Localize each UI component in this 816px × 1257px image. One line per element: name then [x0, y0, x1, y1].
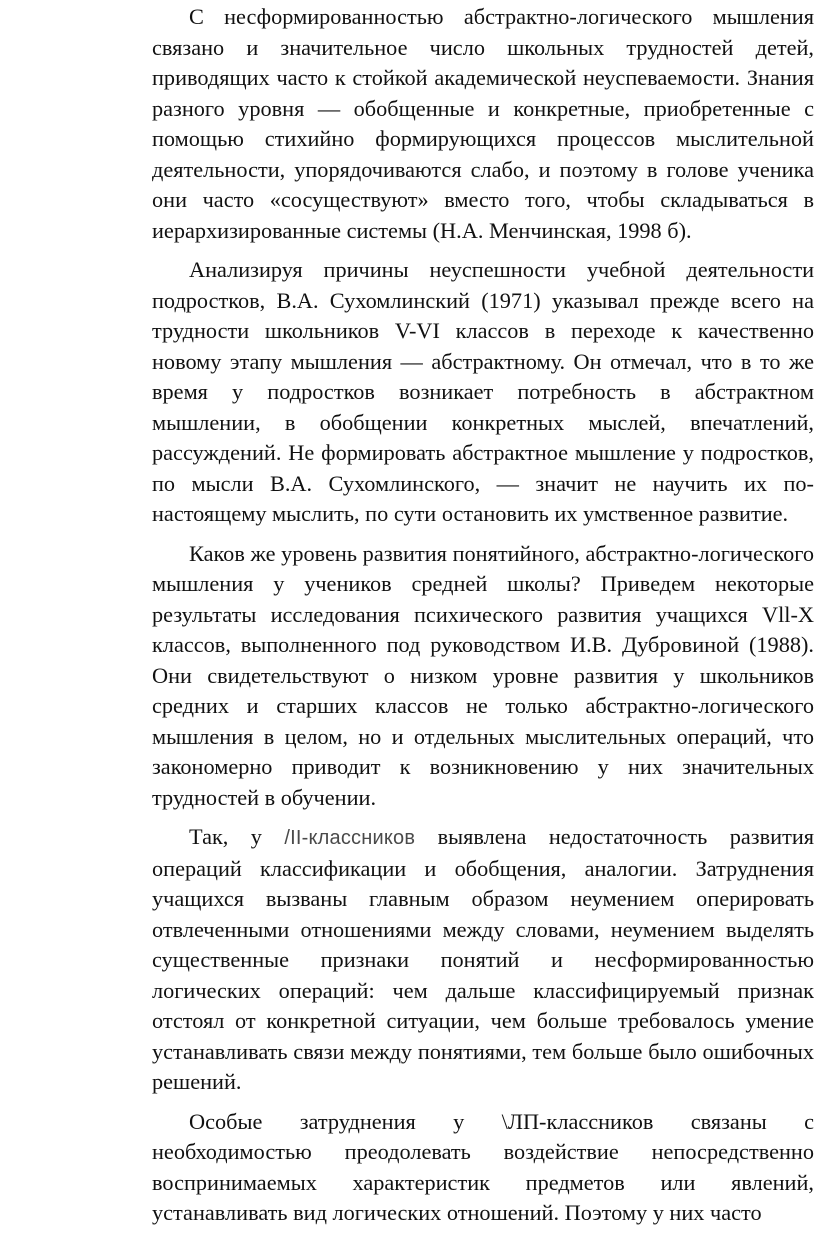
paragraph-2-text: Анализируя причины неуспешности учебной деятельности подростков, В.А. Сухомлинский (1971) указывал прежде всего на трудности школьников V-VI классов в переходе к качественно новому этапу мышления — абстрактному. Он отмечал, что в то же время у подростков возникает потребность в абстрактном мышлении, в обобщении конкретных мыслей, впечатлений, рассуждений. Не формировать абстрактное мышление у подростков, по мысли В.А. Сухомлинского, — значит не научить их по-настоящему мыслить, по сути остановить их умственное развитие. — [152, 257, 814, 526]
paragraph-3-text: Каков же уровень развития понятийного, абстрактно-логического мышления у учеников средней школы? Приведем некоторые результаты исследования психического развития учащихся Vll-X классов, выполненного под руководством И.В. Дубровиной (1988). Они свидетельствуют о низком уровне развития у школьников средних и старших классов не только абстрактно-логического мышления в целом, но и отдельных мыслительных операций, что закономерно приводит к возникновению у них значительных трудностей в обучении. — [152, 540, 814, 810]
paragraph-5 — [152, 1107, 814, 1229]
paragraph-5-text: Особые затруднения у \ЛП-классников связаны с необходимостью преодолевать воздействие непосредственно воспринимаемых характеристик предметов или явлений, устанавливать вид логических отношений. Поэтому у них часто — [152, 1108, 814, 1225]
document-page — [152, 0, 814, 1238]
paragraph-4-fragment: /II-классников — [284, 827, 416, 849]
paragraph-4-text: выявлена недостаточность развития операций классификации и обобщения, аналогии. Затруднения учащихся вызваны главным образом неумением оперировать отвлеченными отношениями между словами, неумением выделять существенные признаки понятий и несформированностью логических операций: чем дальше классифицируемый признак отстоял от конкретной ситуации, чем больше требовалось умение устанавливать связи между понятиями, тем больше было ошибочных решений. — [152, 824, 815, 1094]
paragraph-2 — [152, 255, 814, 530]
paragraph-4 — [152, 822, 814, 1098]
paragraph-3 — [152, 539, 814, 814]
paragraph-1 — [152, 2, 814, 246]
paragraph-4-lead: Так, у — [189, 824, 285, 849]
paragraph-1-text: С несформированностью абстрактно-логического мышления связано и значительное число школьных трудностей детей, приводящих часто к стойкой академической неуспеваемости. Знания разного уровня — обобщенные и конкретные, приобретенные с помощью стихийно формирующихся процессов мыслительной деятельности, упорядочиваются слабо, и поэтому в голове ученика они часто «сосуществуют» вместо того, чтобы складываться в иерархизированные системы (Н.А. Менчинская, 1998 б). — [152, 4, 814, 243]
